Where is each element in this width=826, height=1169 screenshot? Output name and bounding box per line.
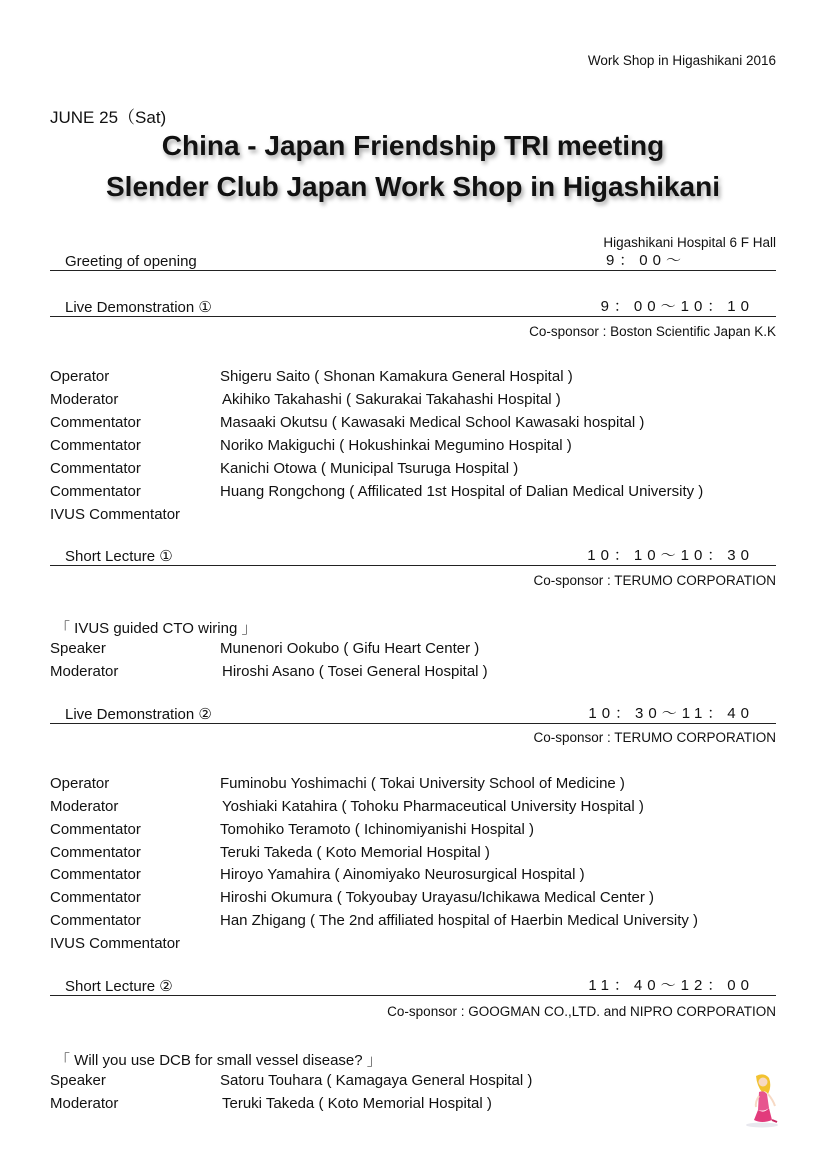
live1-time: 9：00～10：10 <box>600 298 754 315</box>
person-name: Noriko Makiguchi ( Hokushinkai Megumino Hospital ) <box>220 437 572 454</box>
role-label: Moderator <box>50 1095 119 1112</box>
live2-time: 10：30～11：40 <box>588 705 754 722</box>
live2-row <box>50 775 776 797</box>
live2-row <box>50 798 776 820</box>
role-label: Commentator <box>50 821 141 838</box>
person-name: Kanichi Otowa ( Municipal Tsuruga Hospital ) <box>220 460 519 477</box>
lecture1-section <box>50 547 776 566</box>
live1-row <box>50 391 776 413</box>
live2-row <box>50 844 776 866</box>
role-label: Moderator <box>50 663 119 680</box>
role-label: Operator <box>50 775 110 792</box>
lecture2-time: 11：40～12：00 <box>588 977 754 994</box>
live2-label: Live Demonstration ② <box>65 706 212 723</box>
person-name: Satoru Touhara ( Kamagaya General Hospital ) <box>220 1072 533 1089</box>
lecture2-sponsor: Co-sponsor : GOOGMAN CO.,LTD. and NIPRO CORPORATION <box>387 1004 776 1019</box>
person-name: Teruki Takeda ( Koto Memorial Hospital ) <box>222 1095 492 1112</box>
role-label: Commentator <box>50 866 141 883</box>
person-name: Han Zhigang ( The 2nd affiliated hospital of Haerbin Medical University ) <box>220 912 699 929</box>
live2-row <box>50 889 776 911</box>
lecture1-time: 10：10～10：30 <box>587 547 754 564</box>
person-name: Yoshiaki Katahira ( Tohoku Pharmaceutical University Hospital ) <box>222 798 644 815</box>
person-name: Shigeru Saito ( Shonan Kamakura General Hospital ) <box>220 368 573 385</box>
live1-sponsor: Co-sponsor : Boston Scientific Japan K.K <box>529 324 776 339</box>
person-name: Hiroyo Yamahira ( Ainomiyako Neurosurgical Hospital ) <box>220 866 585 883</box>
person-name: Fuminobu Yoshimachi ( Tokai University School of Medicine ) <box>220 775 625 792</box>
lecture2-row <box>50 1072 776 1094</box>
role-label: Operator <box>50 368 110 385</box>
role-label: Commentator <box>50 483 141 500</box>
lecture1-label: Short Lecture ① <box>65 548 173 565</box>
lecture1-row <box>50 663 776 685</box>
live2-sponsor: Co-sponsor : TERUMO CORPORATION <box>533 730 776 745</box>
role-label: IVUS Commentator <box>50 506 181 523</box>
greeting-label: Greeting of opening <box>65 253 197 270</box>
live1-row <box>50 506 776 528</box>
live1-section <box>50 298 776 317</box>
venue: Higashikani Hospital 6 F Hall <box>603 235 776 250</box>
live1-row <box>50 414 776 436</box>
person-name: Akihiko Takahashi ( Sakurakai Takahashi Hospital ) <box>222 391 561 408</box>
person-name: Tomohiko Teramoto ( Ichinomiyanishi Hospital ) <box>220 821 535 838</box>
role-label: Moderator <box>50 391 119 408</box>
role-label: Commentator <box>50 414 141 431</box>
person-name: Hiroshi Okumura ( Tokyoubay Urayasu/Ichikawa Medical Center ) <box>220 889 655 906</box>
event-header: Work Shop in Higashikani 2016 <box>587 53 776 68</box>
lecture2-section <box>50 977 776 996</box>
lecture2-row <box>50 1095 776 1117</box>
lecture1-topic: 「 IVUS guided CTO wiring 」 <box>55 620 257 637</box>
live2-row <box>50 821 776 843</box>
live2-row <box>50 912 776 934</box>
role-label: Commentator <box>50 437 141 454</box>
person-name: Teruki Takeda ( Koto Memorial Hospital ) <box>220 844 490 861</box>
role-label: Commentator <box>50 460 141 477</box>
role-label: IVUS Commentator <box>50 935 181 952</box>
page-title: China - Japan Friendship TRI meeting <box>161 130 665 161</box>
greeting-time: 9：00～ <box>605 252 686 269</box>
lecture1-sponsor: Co-sponsor : TERUMO CORPORATION <box>533 573 776 588</box>
role-label: Moderator <box>50 798 119 815</box>
role-label: Commentator <box>50 844 141 861</box>
role-label: Commentator <box>50 889 141 906</box>
lecture2-topic: 「 Will you use DCB for small vessel disease? 」 <box>55 1052 382 1069</box>
live1-row <box>50 368 776 390</box>
greeting-section <box>50 252 776 271</box>
event-date: JUNE 25（Sat) <box>50 108 167 127</box>
lecture1-row <box>50 640 776 662</box>
live1-label: Live Demonstration ① <box>65 299 212 316</box>
person-name: Hiroshi Asano ( Tosei General Hospital ) <box>222 663 488 680</box>
live1-row <box>50 483 776 505</box>
page-subtitle: Slender Club Japan Work Shop in Higashikani <box>105 171 721 202</box>
person-name: Masaaki Okutsu ( Kawasaki Medical School Kawasaki hospital ) <box>220 414 645 431</box>
live2-section <box>50 705 776 724</box>
live2-row <box>50 935 776 957</box>
live2-row <box>50 866 776 888</box>
person-name: Huang Rongchong ( Affilicated 1st Hospital of Dalian Medical University ) <box>220 483 704 500</box>
live1-row <box>50 460 776 482</box>
live1-row <box>50 437 776 459</box>
role-label: Speaker <box>50 1072 106 1089</box>
mascot-illustration <box>742 1072 782 1128</box>
role-label: Commentator <box>50 912 141 929</box>
person-name: Munenori Ookubo ( Gifu Heart Center ) <box>220 640 480 657</box>
lecture2-label: Short Lecture ② <box>65 978 173 995</box>
role-label: Speaker <box>50 640 106 657</box>
